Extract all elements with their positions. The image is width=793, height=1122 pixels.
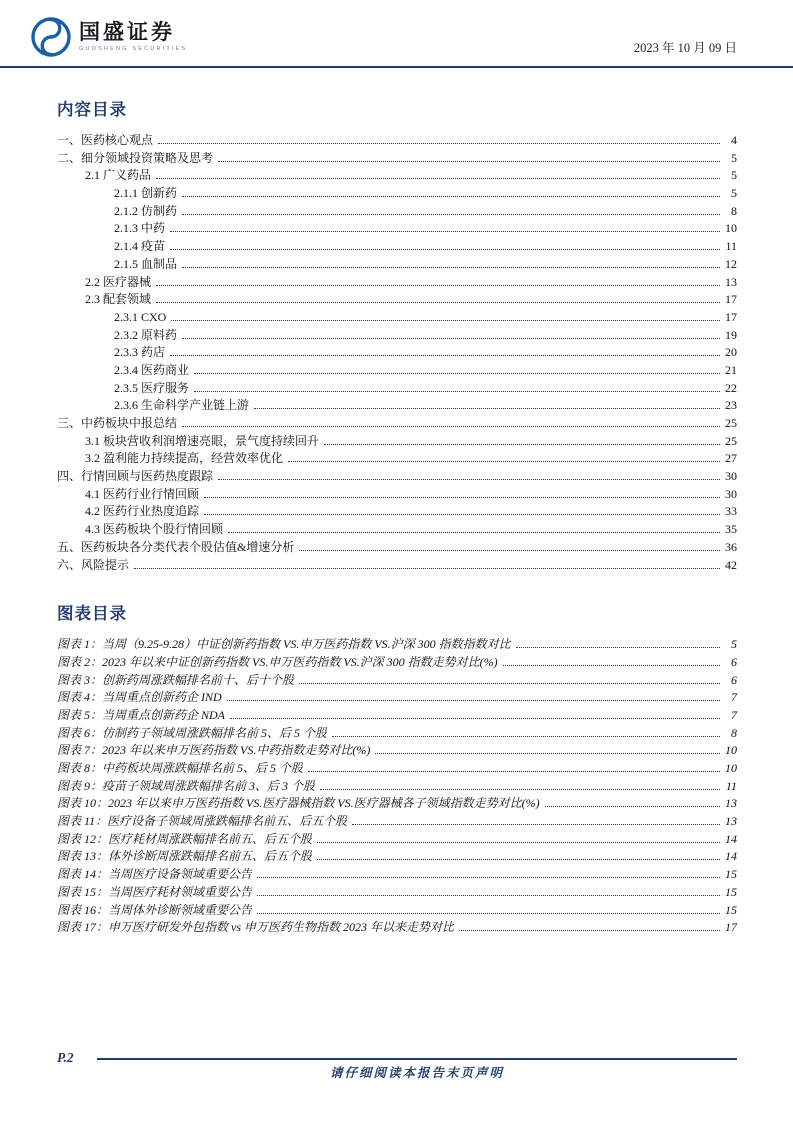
toc-entry[interactable] [57, 486, 737, 504]
toc-entry-label: 2.3.2 原料药 [114, 327, 178, 342]
dot-leader [171, 320, 720, 321]
toc-entry-label: 2.1.3 中药 [114, 221, 166, 236]
figure-entry[interactable] [57, 672, 737, 690]
toc-entry-page: 13 [725, 274, 737, 289]
figure-entry-label: 图表 2：2023 年以来中证创新药指数 VS.申万医药指数 VS.沪深 300 指数走势对比(%) [57, 654, 498, 669]
page-footer [57, 1048, 737, 1088]
dot-leader [182, 214, 720, 215]
dot-leader [230, 718, 720, 719]
toc-entry[interactable] [57, 415, 737, 433]
toc-entry[interactable] [57, 468, 737, 486]
toc-entry-page: 10 [725, 221, 737, 236]
dot-leader [228, 532, 720, 533]
toc-entry-page: 12 [725, 256, 737, 271]
toc-entry-label: 2.1.1 创新药 [114, 186, 178, 201]
toc-entry[interactable] [57, 539, 737, 557]
figure-entry[interactable] [57, 919, 737, 937]
figure-entry-label: 图表 3：创新药周涨跌幅排名前十、后十个股 [57, 672, 295, 687]
guosheng-logo-icon [30, 16, 72, 58]
toc-entry[interactable] [57, 344, 737, 362]
dot-leader [308, 771, 720, 772]
dot-leader [257, 895, 720, 896]
dot-leader [254, 408, 720, 409]
toc-entry-page: 20 [725, 345, 737, 360]
toc-list [57, 132, 737, 574]
figure-entry-label: 图表 16：当周体外诊断领域重要公告 [57, 902, 253, 917]
dot-leader [257, 913, 720, 914]
toc-entry-label: 六、风险提示 [57, 557, 130, 572]
toc-entry-label: 2.1.5 血制品 [114, 256, 178, 271]
figure-entry[interactable] [57, 902, 737, 920]
toc-entry-label: 2.3.3 药店 [114, 345, 166, 360]
toc-entry[interactable] [57, 327, 737, 345]
toc-entry-page: 17 [725, 309, 737, 324]
figure-entry[interactable] [57, 795, 737, 813]
toc-entry-label: 2.3.1 CXO [114, 309, 167, 324]
dot-leader [317, 859, 720, 860]
dot-leader [288, 461, 720, 462]
dot-leader [158, 143, 720, 144]
dot-leader [324, 444, 720, 445]
figure-entry-label: 图表 6：仿制药子领域周涨跌幅排名前 5、后 5 个股 [57, 725, 328, 740]
figure-entry[interactable] [57, 689, 737, 707]
figure-entry[interactable] [57, 884, 737, 902]
toc-entry[interactable] [57, 256, 737, 274]
toc-entry-page: 21 [725, 362, 737, 377]
figure-entry-label: 图表 14：当周医疗设备领域重要公告 [57, 867, 253, 882]
figure-entry-label: 图表 7：2023 年以来申万医药指数 VS.中药指数走势对比(%) [57, 743, 371, 758]
toc-entry[interactable] [57, 450, 737, 468]
toc-entry-page: 5 [731, 150, 737, 165]
report-date: 2023 年 10 月 09 日 [633, 41, 737, 55]
dot-leader [227, 700, 720, 701]
brand-block [30, 16, 187, 58]
dot-leader [516, 647, 720, 648]
toc-entry-page: 23 [725, 398, 737, 413]
dot-leader [545, 806, 720, 807]
figure-entry-label: 图表 8：中药板块周涨跌幅排名前 5、后 5 个股 [57, 761, 304, 775]
toc-entry-page: 5 [731, 186, 737, 201]
figure-entry-page: 14 [725, 849, 737, 864]
toc-entry-label: 2.3 配套领域 [85, 292, 152, 307]
toc-entry-label: 2.1.4 疫苗 [114, 239, 166, 254]
toc-entry-label: 四、行情回顾与医药热度跟踪 [57, 469, 214, 484]
figure-entry[interactable] [57, 778, 737, 796]
toc-entry-label: 4.3 医药板块个股行情回顾 [85, 522, 224, 537]
dot-leader [204, 497, 720, 498]
figure-entry-page: 10 [725, 761, 737, 775]
toc-entry[interactable] [57, 557, 737, 575]
figure-entry[interactable] [57, 636, 737, 654]
toc-entry-page: 27 [725, 451, 737, 466]
toc-entry[interactable] [57, 521, 737, 539]
figure-entry[interactable] [57, 866, 737, 884]
figure-entry[interactable] [57, 654, 737, 672]
figure-entry-label: 图表 1：当周（9.25-9.28）中证创新药指数 VS.申万医药指数 VS.沪深 300 指数指数对比 [57, 637, 511, 652]
toc-entry[interactable] [57, 167, 737, 185]
dot-leader [375, 753, 720, 754]
toc-entry-label: 3.1 板块营收利润增速亮眼，景气度持续回升 [85, 433, 320, 448]
toc-entry-label: 2.3.4 医药商业 [114, 362, 190, 377]
toc-entry-label: 五、医药板块各分类代表个股估值&增速分析 [57, 539, 295, 554]
toc-entry-page: 4 [731, 133, 737, 147]
dot-leader [170, 249, 720, 250]
page-number: P.2 [57, 1050, 74, 1065]
figure-entry-label: 图表 15：当周医疗耗材领域重要公告 [57, 884, 253, 899]
figure-entry-page: 13 [725, 796, 737, 811]
figure-entry-page: 5 [731, 637, 737, 652]
toc-entry-label: 4.2 医药行业热度追踪 [85, 504, 200, 519]
figure-entry-label: 图表 11：医疗设备子领域周涨跌幅排名前五、后五个股 [57, 814, 348, 829]
toc-entry-page: 8 [731, 203, 737, 218]
figure-entry[interactable] [57, 725, 737, 743]
toc-entry-label: 三、中药板块中报总结 [57, 416, 178, 430]
dot-leader [170, 231, 720, 232]
dot-leader [156, 285, 720, 286]
toc-entry[interactable] [57, 397, 737, 415]
toc-entry-page: 33 [725, 504, 737, 519]
toc-entry-page: 19 [725, 327, 737, 342]
toc-entry-label: 2.1.2 仿制药 [114, 203, 178, 218]
toc-entry[interactable] [57, 362, 737, 380]
toc-entry[interactable] [57, 274, 737, 292]
dot-leader [218, 161, 720, 162]
figure-entry[interactable] [57, 813, 737, 831]
figures-title: 图表目录 [57, 604, 127, 624]
toc-entry[interactable] [57, 185, 737, 203]
figure-entry-label: 图表 17：申万医疗研发外包指数 vs 申万医药生物指数 2023 年以来走势对比 [57, 920, 454, 935]
figure-entry-page: 15 [725, 884, 737, 899]
toc-entry-page: 25 [725, 433, 737, 448]
figure-entry-page: 8 [731, 725, 737, 740]
figure-entry-page: 7 [731, 690, 737, 705]
figure-entry[interactable] [57, 848, 737, 866]
figure-entry-page: 17 [725, 920, 737, 935]
footer-divider [97, 1058, 737, 1060]
dot-leader [194, 373, 720, 374]
dot-leader [182, 196, 720, 197]
toc-entry[interactable] [57, 220, 737, 238]
footer-disclaimer: 请仔细阅读本报告末页声明 [329, 1066, 504, 1080]
toc-entry-page: 30 [725, 486, 737, 501]
dot-leader [320, 789, 720, 790]
page-content [57, 96, 737, 937]
header-divider [0, 66, 793, 68]
dot-leader [156, 178, 720, 179]
dot-leader [182, 426, 720, 427]
toc-entry[interactable] [57, 433, 737, 451]
dot-leader [317, 842, 720, 843]
toc-entry[interactable] [57, 503, 737, 521]
figure-entry-label: 图表 12：医疗耗材周涨跌幅排名前五、后五个股 [57, 831, 313, 846]
figure-entry[interactable] [57, 831, 737, 849]
toc-entry[interactable] [57, 238, 737, 256]
dot-leader [170, 355, 720, 356]
toc-entry-page: 30 [725, 469, 737, 484]
dot-leader [218, 479, 720, 480]
dot-leader [332, 736, 720, 737]
toc-entry-page: 35 [725, 522, 737, 537]
toc-entry-label: 2.1 广义药品 [85, 168, 152, 183]
figure-entry-page: 14 [725, 831, 737, 846]
toc-entry[interactable] [57, 132, 737, 150]
toc-entry[interactable] [57, 291, 737, 309]
toc-entry-label: 一、医药核心观点 [57, 133, 154, 147]
toc-entry-label: 二、细分领域投资策略及思考 [57, 150, 214, 165]
dot-leader [257, 877, 720, 878]
brand-subtitle: GUOSHENG SECURITIES [79, 45, 188, 52]
figure-entry-label: 图表 4：当周重点创新药企 IND [57, 690, 222, 705]
figure-entry-page: 6 [731, 654, 737, 669]
brand-text [79, 19, 188, 53]
figures-list [57, 636, 737, 937]
toc-entry-label: 3.2 盈利能力持续提高，经营效率优化 [85, 451, 284, 466]
dot-leader [134, 568, 720, 569]
dot-leader [503, 665, 720, 666]
figure-entry[interactable] [57, 742, 737, 760]
toc-entry-label: 4.1 医药行业行情回顾 [85, 486, 200, 501]
dot-leader [182, 338, 720, 339]
toc-entry[interactable] [57, 309, 737, 327]
toc-entry-page: 36 [725, 539, 737, 554]
dot-leader [156, 302, 720, 303]
dot-leader [204, 514, 720, 515]
toc-entry-label: 2.3.6 生命科学产业链上游 [114, 398, 250, 413]
toc-entry-label: 2.3.5 医疗服务 [114, 380, 190, 395]
figure-entry-label: 图表 5：当周重点创新药企 NDA [57, 707, 226, 722]
figure-entry-page: 10 [725, 743, 737, 758]
toc-entry-page: 42 [725, 557, 737, 572]
figure-entry-page: 6 [731, 672, 737, 687]
toc-entry-page: 5 [731, 168, 737, 183]
brand-name: 国盛证券 [79, 19, 175, 44]
figure-entry-label: 图表 13：体外诊断周涨跌幅排名前五、后五个股 [57, 849, 313, 864]
report-header [30, 16, 737, 62]
figure-entry[interactable] [57, 707, 737, 725]
figure-entry-page: 15 [725, 902, 737, 917]
dot-leader [459, 930, 720, 931]
figure-entry-page: 11 [725, 778, 737, 793]
figure-entry-page: 13 [725, 814, 737, 829]
toc-entry[interactable] [57, 203, 737, 221]
toc-entry[interactable] [57, 150, 737, 168]
figure-entry[interactable] [57, 760, 737, 778]
figure-entry-page: 7 [731, 707, 737, 722]
dot-leader [194, 391, 720, 392]
toc-entry-page: 25 [725, 416, 737, 430]
dot-leader [352, 824, 720, 825]
figure-entry-page: 15 [725, 867, 737, 882]
toc-entry-label: 2.2 医疗器械 [85, 274, 152, 289]
toc-title: 内容目录 [57, 100, 127, 119]
dot-leader [299, 683, 720, 684]
dot-leader [182, 267, 720, 268]
figure-entry-label: 图表 10：2023 年以来申万医药指数 VS.医疗器械指数 VS.医疗器械各子领域指数走势对比(%) [57, 796, 540, 811]
dot-leader [299, 550, 720, 551]
figure-entry-label: 图表 9：疫苗子领域周涨跌幅排名前 3、后 3 个股 [57, 778, 316, 793]
toc-entry[interactable] [57, 380, 737, 398]
toc-entry-page: 11 [725, 239, 737, 254]
toc-entry-page: 22 [725, 380, 737, 395]
toc-entry-page: 17 [725, 292, 737, 307]
